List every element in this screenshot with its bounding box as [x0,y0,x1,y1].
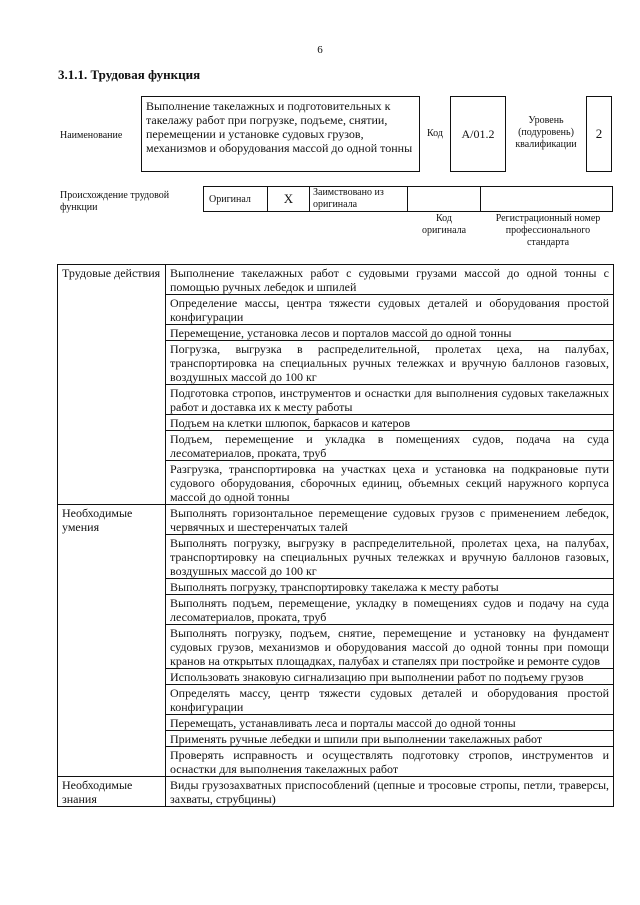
table-cell: Выполнять подъем, перемещение, укладку в помещениях судов и подачу на суда лесоматериалов, проката, труб [166,595,614,625]
function-name-text: Выполнение такелажных и подготовительных к такелажу работ при погрузке, подъеме, снятии, перемещении и установке судовых грузов, механизмов и оборудования массой до одной тонны [146,99,413,155]
table-cell: Виды грузозахватных приспособлений (цепные и тросовые стропы, петли, траверсы, захваты, струбцины) [166,777,614,807]
table-cell: Выполнять погрузку, выгрузку в распределительной, пролетах цеха, на палубах, транспортировку на специальных ручных тележках и вручную баллонов газовых, воздушных массой до 100 кг [166,535,614,579]
origin-divider-4 [480,186,481,212]
code-value-box [450,96,506,172]
name-label: Наименование [60,130,123,141]
labor-function-table [57,264,614,807]
table-cell: Использовать знаковую сигнализацию при выполнении работ по подъему грузов [166,669,614,685]
table-cell: Определение массы, центра тяжести судовых деталей и оборудования простой конфигурации [166,295,614,325]
level-label [508,112,584,154]
table-cell: Подъем на клетки шлюпок, баркасов и катеров [166,415,614,431]
table-cell: Выполнять погрузку, подъем, снятие, перемещение и установку на фундамент судовых грузов, механизмов и оборудования массой до одной тонны при помощи кранов на открытых площадках, палубах и стапелях при постройке и ремонте судов [166,625,614,669]
table-cell: Подготовка стропов, инструментов и оснастки для выполнения судовых такелажных работ и доставка их к месту работы [166,385,614,415]
group-label-skills: Необходимые умения [58,505,166,777]
level-value: 2 [595,126,603,141]
table-cell: Перемещать, устанавливать леса и порталы массой до одной тонны [166,715,614,731]
section-title: 3.1.1. Трудовая функция [58,67,201,82]
level-value-box [586,96,612,172]
original-label: Оригинал [209,194,251,205]
table-cell: Разгрузка, транспортировка на участках цеха и установка на подкрановые пути судового оборудования, сборочных единиц, объемных секций наружного корпуса массой до одной тонны [166,461,614,505]
table-cell: Выполнять погрузку, транспортировку такелажа к месту работы [166,579,614,595]
table-cell: Погрузка, выгрузка в распределительной, пролетах цеха, на палубах, транспортировка на специальных ручных тележках и вручную баллонов газовых, воздушных массой до 100 кг [166,341,614,385]
origin-row [203,186,613,212]
code-label: Код [427,128,443,139]
table-row [58,265,614,295]
origin-divider-3 [407,186,408,212]
table-cell: Подъем, перемещение и укладка в помещениях судов, подача на суда лесоматериалов, проката, труб [166,431,614,461]
origin-divider-2 [309,186,310,212]
code-value: А/01.2 [461,126,495,141]
page-number: 6 [317,44,323,56]
table-row [58,505,614,535]
table-cell: Применять ручные лебедки и шпили при выполнении такелажных работ [166,731,614,747]
function-name-box [141,96,420,172]
table-cell: Перемещение, установка лесов и порталов массой до одной тонны [166,325,614,341]
table-cell: Проверять исправность и осуществлять подготовку стропов, инструментов и оснастки для выполнения такелажных работ [166,747,614,777]
origin-label: Происхождение трудовой функции [60,190,170,213]
borrowed-label: Заимствовано из оригинала [313,187,384,210]
table-cell: Определять массу, центр тяжести судовых деталей и оборудования простой конфигурации [166,685,614,715]
table-cell: Выполнять горизонтальное перемещение судовых грузов с применением лебедок, червячных и шестеренчатых талей [166,505,614,535]
reg-number-label: Регистрационный номер профессионального стандарта [495,213,601,248]
table-cell: Выполнение такелажных работ с судовыми грузами массой до одной тонны с помощью ручных лебедок и шпилей [166,265,614,295]
original-mark-text: X [283,191,294,206]
group-label-knowledge: Необходимые знания [58,777,166,807]
table-row [58,777,614,807]
group-label-actions: Трудовые действия [58,265,166,505]
code-original-label: Код оригинала [421,213,467,236]
level-label-text: Уровень (подуровень) квалификации [515,115,577,150]
original-mark [268,186,309,212]
